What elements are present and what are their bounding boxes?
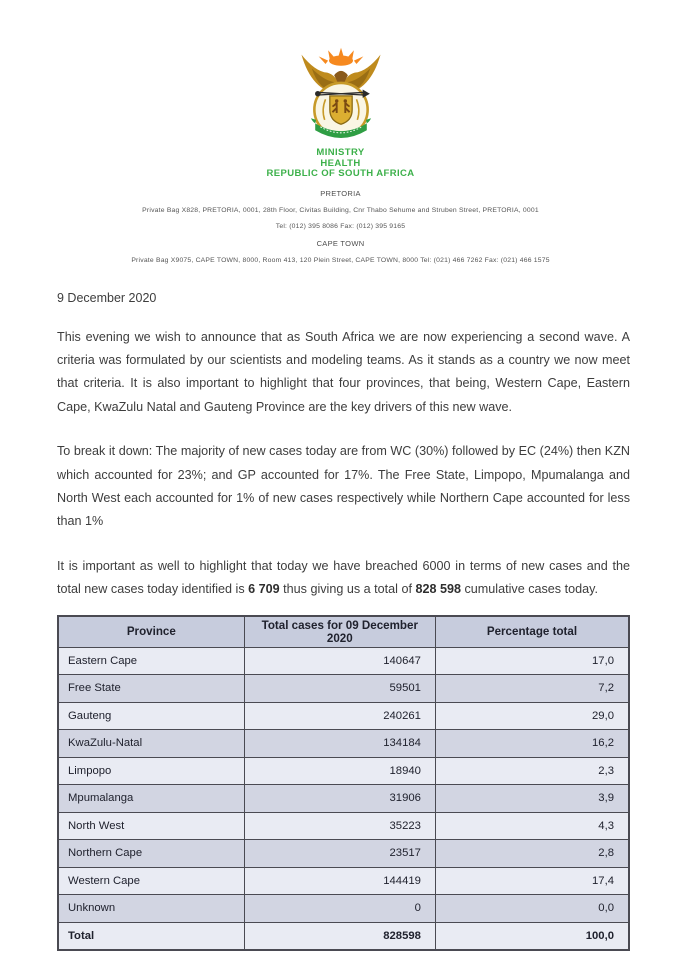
paragraph-totals [57, 555, 630, 602]
cell-province: KwaZulu-Natal [58, 730, 244, 758]
ministry-line-1: MINISTRY [316, 147, 365, 158]
paragraph-breakdown: To break it down: The majority of new cases today are from WC (30%) followed by EC (24%) then KZN which accounted for 23%; and GP accounted for 17%. The Free State, Limpopo, Mpumalanga and North West each accounted for 1% of new cases respectively while Northern Cape accounted for less than 1% [57, 444, 630, 529]
paragraph-announcement: This evening we wish to announce that as South Africa we are now experiencing a second wave. A criteria was formulated by our scientists and modeling teams. As it stands as a country we now meet that criteria. It is also important to highlight that four provinces, that being, Western Cape, Eastern Cape, KwaZulu Natal and Gauteng Province are the key drivers of this new wave. [57, 329, 630, 414]
cell-percentage: 16,2 [435, 730, 629, 758]
table-row [58, 785, 629, 813]
table-row [58, 812, 629, 840]
cell-province: Eastern Cape [58, 647, 244, 675]
header-total-cases: Total cases for 09 December 2020 [244, 616, 435, 648]
cell-province: Western Cape [58, 867, 244, 895]
cell-cases: 0 [244, 895, 435, 923]
pretoria-address: Private Bag X828, PRETORIA, 0001, 28th Floor, Civitas Building, Cnr Thabo Sehume and Struben Street, PRETORIA, 0001 [142, 206, 539, 214]
cape-town-label: CAPE TOWN [316, 238, 365, 248]
cell-cases: 18940 [244, 757, 435, 785]
table-total-row [58, 922, 629, 950]
document-body [0, 291, 681, 951]
cell-percentage: 3,9 [435, 785, 629, 813]
cell-cases: 31906 [244, 785, 435, 813]
paragraph-totals-post: cumulative cases today. [461, 582, 598, 597]
cell-percentage: 7,2 [435, 675, 629, 703]
cell-cases: 134184 [244, 730, 435, 758]
shield [329, 96, 351, 124]
cell-percentage: 17,4 [435, 867, 629, 895]
south-africa-coat-of-arms-icon [289, 46, 393, 144]
sun-rays [318, 48, 363, 66]
cell-percentage: 17,0 [435, 647, 629, 675]
cell-percentage: 100,0 [435, 922, 629, 950]
ministry-line-3: REPUBLIC OF SOUTH AFRICA [266, 168, 415, 179]
cell-cases: 828598 [244, 922, 435, 950]
table-row [58, 702, 629, 730]
pretoria-telephone: Tel: (012) 395 8086 Fax: (012) 395 9165 [275, 222, 406, 230]
table-row [58, 840, 629, 868]
paragraph-totals-pre: It is important as well to highlight that today we have breached 6000 in terms of new cases and the total new cases today identified is [57, 558, 630, 597]
cell-province: North West [58, 812, 244, 840]
cell-province: Northern Cape [58, 840, 244, 868]
cell-cases: 35223 [244, 812, 435, 840]
new-cases-value: 6 709 [248, 582, 280, 597]
cumulative-cases-value: 828 598 [415, 582, 461, 597]
table-row [58, 675, 629, 703]
cell-percentage: 2,8 [435, 840, 629, 868]
cell-percentage: 29,0 [435, 702, 629, 730]
table-row [58, 757, 629, 785]
header-percentage: Percentage total [435, 616, 629, 648]
table-row [58, 647, 629, 675]
cell-percentage: 4,3 [435, 812, 629, 840]
cell-province: Unknown [58, 895, 244, 923]
cell-cases: 140647 [244, 647, 435, 675]
cell-province: Mpumalanga [58, 785, 244, 813]
ministry-title [0, 148, 681, 180]
cell-cases: 59501 [244, 675, 435, 703]
header-province: Province [58, 616, 244, 648]
cell-percentage: 0,0 [435, 895, 629, 923]
cell-province: Total [58, 922, 244, 950]
province-cases-table [57, 615, 630, 951]
ministry-line-2: HEALTH [320, 157, 361, 169]
date-line: 9 December 2020 [57, 290, 157, 305]
cell-percentage: 2,3 [435, 757, 629, 785]
paragraph-totals-mid: thus giving us a total of [279, 582, 416, 597]
table-row [58, 730, 629, 758]
table-row [58, 895, 629, 923]
pretoria-label: PRETORIA [320, 188, 361, 198]
cape-town-address: Private Bag X9075, CAPE TOWN, 8000, Room 413, 120 Plein Street, CAPE TOWN, 8000 Tel: (021) 466 7262 Fax: (021) 466 1575 [131, 256, 550, 264]
cell-cases: 144419 [244, 867, 435, 895]
table-header-row [58, 616, 629, 648]
cell-province: Free State [58, 675, 244, 703]
cell-cases: 23517 [244, 840, 435, 868]
cell-province: Gauteng [58, 702, 244, 730]
letterhead [0, 0, 681, 264]
cell-province: Limpopo [58, 757, 244, 785]
table-row [58, 867, 629, 895]
cell-cases: 240261 [244, 702, 435, 730]
